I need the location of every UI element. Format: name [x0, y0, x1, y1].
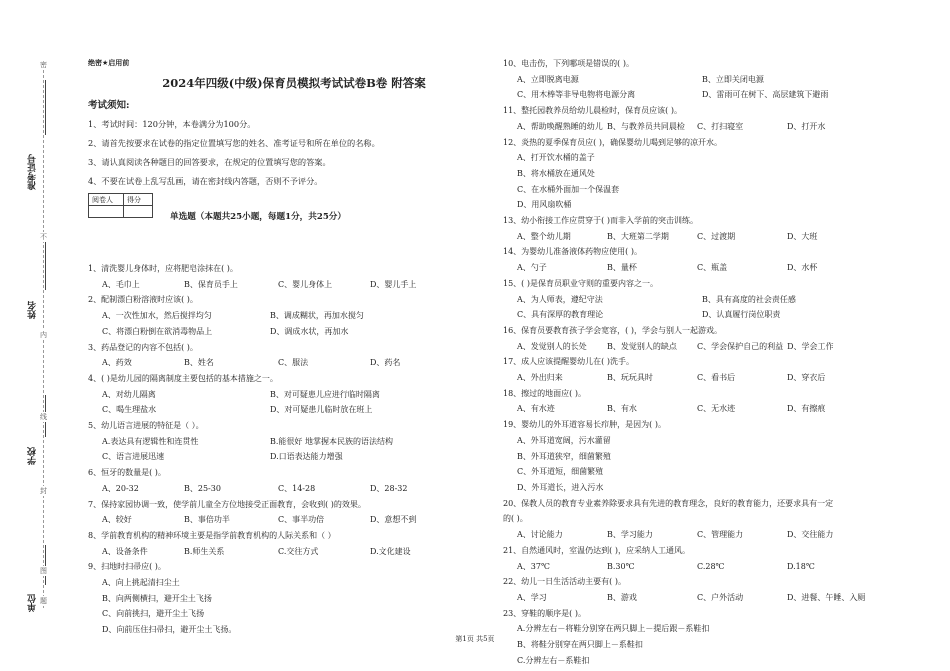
- notice-item: 4、不要在试卷上乱写乱画，请在密封线内答题，否则不予评分。: [88, 176, 323, 186]
- question-item: [503, 386, 913, 417]
- questions-right-column: [503, 56, 913, 668]
- seal-mark: 封: [40, 487, 47, 495]
- question-text: 的( )。: [503, 514, 528, 524]
- answer-option[interactable]: D、外耳道长，进入污水: [517, 482, 604, 492]
- answer-option[interactable]: A、一次性加水，然后搅拌均匀: [102, 311, 212, 321]
- name-field[interactable]: [45, 240, 46, 290]
- question-item: [88, 497, 508, 528]
- answer-option[interactable]: B、发觉别人的缺点: [607, 341, 677, 351]
- answer-option[interactable]: D、药名: [370, 358, 401, 368]
- answer-option[interactable]: C、14-28: [278, 483, 316, 493]
- question-item: [503, 574, 913, 605]
- question-item: [88, 371, 508, 418]
- answer-option[interactable]: B、25-30: [184, 483, 221, 493]
- answer-option[interactable]: B、向两侧横扫，避开尘土飞扬: [102, 593, 212, 603]
- score-cell[interactable]: [124, 206, 153, 218]
- answer-option[interactable]: A、较好: [102, 515, 132, 525]
- answer-option[interactable]: B、大班第二学期: [607, 231, 669, 241]
- question-text: 18、擦过的地面应( )。: [503, 388, 586, 398]
- answer-option[interactable]: C、向前挑扫，避开尘土飞扬: [102, 609, 205, 619]
- answer-option[interactable]: A、外耳道宽阔，污水灌留: [517, 435, 611, 445]
- answer-option[interactable]: C、在水桶外面加一个保温套: [517, 184, 620, 194]
- answer-option[interactable]: B、具有高度的社会责任感: [702, 294, 796, 304]
- question-item: [503, 354, 913, 385]
- question-text: 6、恒牙的数量是( )。: [88, 468, 166, 478]
- answer-row: [503, 87, 913, 103]
- question-text: 7、保持家园协调一致，使学前儿童全方位地接受正面教育，会收到( )的效果。: [88, 499, 366, 509]
- question-item: [88, 292, 508, 339]
- answer-row: [503, 292, 913, 308]
- question-text: 3、药品登记的内容不包括( )。: [88, 342, 198, 352]
- question-text: 10、电击伤，下列哪项是错误的( )。: [503, 59, 634, 68]
- answer-option[interactable]: D、交往能力: [787, 530, 834, 540]
- seal-mark: 线: [40, 413, 47, 421]
- question-text: 21、自然通风时，室温仍达到( )，应采纳人工通风。: [503, 545, 690, 555]
- answer-option[interactable]: D、认真履行岗位职责: [702, 310, 781, 320]
- answer-row: [503, 307, 913, 323]
- score-header: 得分: [124, 194, 153, 206]
- question-text: 12、炎热的夏季保育员应( )，确保婴幼儿喝到足够的凉开水。: [503, 137, 722, 147]
- answer-option[interactable]: C、用木棒等非导电物将电源分离: [517, 90, 636, 100]
- answer-option[interactable]: B、量杯: [607, 263, 637, 273]
- answer-option[interactable]: B、保育员手上: [184, 279, 238, 289]
- answer-option[interactable]: B、对可疑患儿应进行临时隔离: [270, 389, 380, 399]
- answer-option[interactable]: D、有擦痕: [787, 404, 826, 414]
- answer-option[interactable]: C.28℃: [697, 561, 725, 571]
- answer-option[interactable]: B、立即关闭电源: [702, 74, 764, 84]
- question-item: [503, 323, 913, 354]
- seal-mark: 不: [40, 233, 47, 241]
- question-item: [503, 543, 913, 574]
- answer-option[interactable]: C、看书后: [697, 373, 736, 383]
- answer-option[interactable]: D、学会工作: [787, 341, 834, 351]
- question-text: 19、婴幼儿的外耳道容易长疖肿，是因为( )。: [503, 420, 666, 430]
- answer-option[interactable]: A、有水迹: [517, 404, 555, 414]
- answer-option[interactable]: D、意想不到: [370, 515, 417, 525]
- answer-option[interactable]: D、婴儿手上: [370, 279, 417, 289]
- answer-option[interactable]: B、外耳道狭窄，细菌繁殖: [517, 451, 611, 461]
- answer-option[interactable]: D.18℃: [787, 561, 815, 571]
- answer-option[interactable]: C.分辨左右－系鞋扣: [517, 655, 590, 665]
- answer-option[interactable]: A、外出归来: [517, 373, 563, 383]
- answer-row: [503, 260, 913, 276]
- answer-option[interactable]: A、药效: [102, 358, 132, 368]
- seal-mark: 图: [40, 567, 47, 575]
- answer-option[interactable]: B.师生关系: [184, 546, 225, 556]
- question-text: 15、( )是保育员职业守则的重要内容之一。: [503, 278, 658, 288]
- answer-option[interactable]: D、水杯: [787, 263, 818, 273]
- answer-row: [88, 308, 508, 324]
- seal-mark: 内: [40, 331, 47, 339]
- unit-field[interactable]: [45, 545, 46, 585]
- notice-item: 2、请首先按要求在试卷的指定位置填写您的姓名、准考证号和所在单位的名称。: [88, 138, 380, 148]
- answer-option[interactable]: C、外耳道短，细菌繁殖: [517, 467, 604, 477]
- answer-option[interactable]: A、20-32: [102, 483, 139, 493]
- answer-option[interactable]: D.文化建设: [370, 546, 411, 556]
- answer-option[interactable]: C、瓶盖: [697, 263, 728, 273]
- question-text: 20、保教人员的教育专业素养除要求具有先进的教育理念，良好的教育能力，还要求具有一定: [503, 498, 834, 508]
- answer-option[interactable]: A、整个幼儿期: [517, 231, 571, 241]
- answer-row: [503, 339, 913, 355]
- answer-option[interactable]: A、向上挑起清扫尘土: [102, 578, 180, 588]
- answer-option[interactable]: A.分辨左右－将鞋分别穿在两只脚上－提后跟－系鞋扣: [517, 624, 710, 634]
- seal-mark: 题: [40, 597, 47, 605]
- answer-row: [503, 72, 913, 88]
- answer-option[interactable]: C、服法: [278, 358, 309, 368]
- answer-option[interactable]: D、雷雨可在树下、高层建筑下避雨: [702, 90, 829, 100]
- answer-row: [503, 590, 913, 606]
- reviewer-cell[interactable]: [89, 206, 124, 218]
- question-text: 23、穿鞋的顺序是( )。: [503, 608, 586, 618]
- answer-option[interactable]: D.口语表达能力增强: [270, 452, 343, 462]
- admission-number-label: 准考证号: [28, 154, 38, 190]
- notice-item: 3、请认真阅读各种题目的回答要求，在规定的位置填写您的答案。: [88, 157, 331, 167]
- question-text: 8、学前教育机构的精神环境主要是指学前教育机构的人际关系和（ ）: [88, 530, 336, 540]
- question-text: 5、幼儿语言进展的特征是（ ）。: [88, 421, 204, 431]
- answer-option[interactable]: A、设备条件: [102, 546, 148, 556]
- answer-option[interactable]: D、用风扇吹桶: [517, 200, 572, 210]
- answer-option[interactable]: B、有水: [607, 404, 637, 414]
- question-item: [88, 559, 508, 638]
- answer-option[interactable]: A、学习: [517, 592, 547, 602]
- answer-option[interactable]: A、为人师表，遵纪守法: [517, 294, 603, 304]
- answer-option[interactable]: C、喝生理盐水: [102, 405, 157, 415]
- answer-option[interactable]: A、立即脱离电源: [517, 74, 579, 84]
- answer-option[interactable]: C、将漂白粉倒在欲消毒物品上: [102, 326, 213, 336]
- answer-option[interactable]: C、事半功倍: [278, 515, 325, 525]
- answer-row: [503, 229, 913, 245]
- answer-option[interactable]: C、无水迹: [697, 404, 736, 414]
- answer-row: [88, 355, 508, 371]
- answer-option[interactable]: B、将鞋分别穿在两只脚上－系鞋扣: [517, 640, 643, 650]
- notice-heading: 考试须知:: [88, 100, 130, 111]
- question-text: 16、保育员要教育孩子学会宽容，( )，学会与别人一起游戏。: [503, 325, 722, 335]
- answer-option[interactable]: C、管理能力: [697, 530, 744, 540]
- answer-option[interactable]: C、打扫寝室: [697, 121, 744, 131]
- answer-option[interactable]: C、语言进展迅速: [102, 452, 165, 462]
- answer-row: [88, 324, 508, 340]
- answer-option[interactable]: A、对幼儿隔离: [102, 389, 156, 399]
- answer-row: [88, 481, 508, 497]
- answer-row: [503, 119, 913, 135]
- answer-option[interactable]: A、37℃: [517, 561, 550, 571]
- question-text: 1、清洗婴儿身体时，应将肥皂涂抹在( )。: [88, 264, 238, 273]
- answer-option[interactable]: A、发觉别人的长处: [517, 341, 587, 351]
- answer-option[interactable]: A.表达具有逻辑性和连贯性: [102, 436, 199, 446]
- score-table: [88, 193, 153, 218]
- question-item: [88, 465, 508, 496]
- question-item: [88, 418, 508, 465]
- answer-row: [503, 370, 913, 386]
- answer-row: [503, 401, 913, 417]
- answer-option[interactable]: B.30℃: [607, 561, 635, 571]
- answer-row: [88, 544, 508, 560]
- answer-option[interactable]: C、婴儿身体上: [278, 279, 333, 289]
- question-text: 2、配制漂白粉溶液时应该( )。: [88, 295, 198, 305]
- answer-row: [503, 527, 913, 543]
- question-item: [503, 417, 913, 496]
- answer-option[interactable]: D、调成水状，再加水: [270, 326, 349, 336]
- answer-row: [88, 512, 508, 528]
- answer-row: [88, 449, 508, 465]
- question-text: 14、为婴幼儿准备液体药物应使用( )。: [503, 247, 642, 257]
- question-item: [503, 496, 913, 543]
- questions-left-column: [88, 261, 508, 638]
- question-item: [88, 261, 508, 292]
- answer-option[interactable]: C、具有深厚的教育理论: [517, 310, 604, 320]
- answer-option[interactable]: A、打开饮水桶的盖子: [517, 153, 595, 163]
- answer-option[interactable]: D、对可疑患儿临时放在班上: [270, 405, 373, 415]
- answer-option[interactable]: B、将水桶放在通风处: [517, 168, 595, 178]
- question-item: [88, 340, 508, 371]
- section-title: 单选题（本题共25小题，每题1分，共25分）: [170, 212, 346, 222]
- notice-item: 1、考试时间：120分钟，本卷满分为100分。: [88, 119, 256, 129]
- answer-option[interactable]: B.能很好 地掌握本民族的语法结构: [270, 436, 393, 446]
- answer-row: [88, 402, 508, 418]
- answer-option[interactable]: B、调成糊状，再加水搅匀: [270, 311, 364, 321]
- answer-option[interactable]: B、姓名: [184, 358, 214, 368]
- answer-option[interactable]: B、学习能力: [607, 530, 653, 540]
- question-item: [88, 528, 508, 559]
- answer-option[interactable]: B、玩玩具时: [607, 373, 653, 383]
- name-label: 姓名: [28, 301, 38, 319]
- school-label: 学校: [28, 447, 38, 465]
- page-footer: 第1页 共5页: [455, 635, 495, 643]
- question-text: 4、( )是幼儿园的隔离制度主要包括的基本措施之一。: [88, 373, 278, 383]
- answer-row: [88, 277, 508, 293]
- answer-row: [503, 559, 913, 575]
- answer-option[interactable]: C、学会保护自己的利益: [697, 341, 784, 351]
- reviewer-header: 阅卷人: [89, 194, 124, 206]
- question-item: [503, 276, 913, 323]
- question-text: 11、整托园教养员给幼儿晨检时，保育员应该( )。: [503, 106, 682, 116]
- answer-option[interactable]: D、打开水: [787, 121, 826, 131]
- question-item: [503, 213, 913, 244]
- answer-option[interactable]: D、进餐、午睡、入厕: [787, 592, 866, 602]
- answer-option[interactable]: C、户外活动: [697, 592, 744, 602]
- answer-option[interactable]: B、与教养员共同晨检: [607, 121, 685, 131]
- answer-option[interactable]: B、事倍功半: [184, 515, 230, 525]
- answer-option[interactable]: C、过渡期: [697, 231, 736, 241]
- question-item: [503, 135, 913, 214]
- answer-option[interactable]: A、毛巾上: [102, 279, 140, 289]
- answer-option[interactable]: D、大班: [787, 231, 818, 241]
- unit-label: 单位: [28, 594, 38, 612]
- answer-option[interactable]: A、帮助唤醒熟睡的幼儿: [517, 121, 603, 131]
- answer-option[interactable]: A、勺子: [517, 263, 547, 273]
- answer-option[interactable]: D、28-32: [370, 483, 408, 493]
- seal-mark: 密: [40, 61, 47, 69]
- answer-option[interactable]: B、游戏: [607, 592, 637, 602]
- question-text: 9、扫地时扫帚应( )。: [88, 562, 166, 572]
- answer-row: [88, 387, 508, 403]
- answer-option[interactable]: D、向前压住扫帚扫，避开尘土飞扬。: [102, 625, 237, 635]
- question-text: 13、幼小衔接工作应贯穿于( )而非入学前的突击训练。: [503, 216, 698, 226]
- question-item: [503, 103, 913, 134]
- question-text: 22、幼儿一日生活活动主要有( )。: [503, 577, 626, 587]
- admission-number-field[interactable]: [45, 80, 46, 135]
- secret-label: 绝密★启用前: [88, 59, 130, 67]
- exam-title: 2024年四级(中级)保育员模拟考试试卷B卷 附答案: [162, 76, 426, 90]
- question-text: 17、成人应该提醒婴幼儿在( )洗手。: [503, 357, 634, 367]
- answer-option[interactable]: A、讨论能力: [517, 530, 563, 540]
- answer-option[interactable]: D、穿衣后: [787, 373, 826, 383]
- answer-row: [88, 434, 508, 450]
- question-item: [503, 244, 913, 275]
- question-item: [503, 56, 913, 103]
- answer-option[interactable]: C.交往方式: [278, 546, 319, 556]
